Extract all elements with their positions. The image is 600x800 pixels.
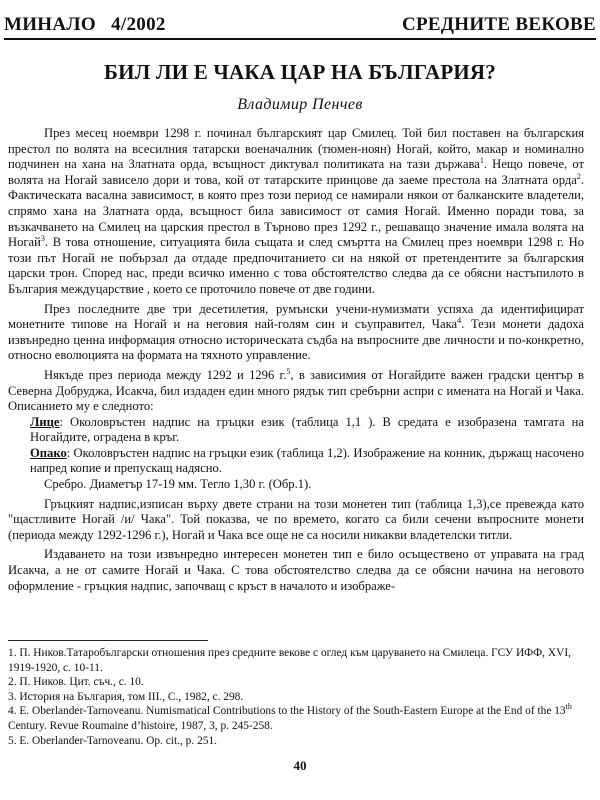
paragraph-4: Гръцкият надпис,изписан върху двете страни на този монетен тип (таблица 1,3),се превежда като "щастливите Ногай /и/ Чака". Той показва, че по времето, когато са били сечени въпросните монети (периода между 1292-1296 г.), Ногай и Чака все още не са носили никакви владетелски титли. xyxy=(8,496,584,542)
obverse-label: Лице xyxy=(30,414,60,429)
article-body xyxy=(8,126,584,594)
text: През последните две три десетилетия, румънски учени-нумизмати успяха да идентифицират монетните типове на Ногай и на неговия най-голям син и съуправител, Чака xyxy=(8,301,584,332)
reverse-label: Опако xyxy=(30,445,67,460)
paragraph-1 xyxy=(8,126,584,298)
footnote-ref-4: 4 xyxy=(457,315,462,325)
text: . Фактическата васална зависимост, в която през този период се намирали някои от балканските владетели, спрямо хана на Златната орда, всъщност била зависимост от самия Ногай. Именно поради това, за възкачването на Смилец на царския престол в Търново през 1292 г., решаващо значение имала волята на Ногай xyxy=(8,172,584,250)
paragraph-3 xyxy=(8,368,584,415)
text: Някъде през периода между 1292 и 1296 г. xyxy=(44,367,287,382)
footnote-3: 3. История на България, том III., С., 1982, с. 298. xyxy=(8,690,244,703)
coin-metal: Сребро. Диаметър 17-19 мм. Тегло 1,30 г. (Обр.1). xyxy=(44,477,312,492)
text: . В това отношение, ситуацията била същата и след смъртта на Смилец през ноември 1298 г. Но този път Ногай не побързал да отдаде предпочитанието си на някой от претендентите за българския царски трон. Според нас, преди всичко именно с това обстоятелство следва да се обясни настъпилото в България междуцарствие , което се проточило повече от две години. xyxy=(8,235,584,296)
text: . Нещо повече, от волята на Ногай зависело дори и това, кой от татарските принцове да заеме престола на Златната орда xyxy=(8,157,584,187)
text: Century. Revue Roumaine d’histoire, 1987, 3, p. 245-258. xyxy=(8,719,273,732)
article-author: Владимир Пенчев xyxy=(237,96,363,113)
article-title: БИЛ ЛИ Е ЧАКА ЦАР НА БЪЛГАРИЯ? xyxy=(103,60,497,84)
footnote-1: 1. П. Ников.Татаробългарски отношения през средните векове с оглед към царуването на Смилеца. ГСУ ИФФ, XVI, 1919-1920, с. 10-11. xyxy=(8,647,571,674)
text: , в зависимия от Ногайдите важен градски център в Северна Добруджа, Исакча, бил издаден един много рядък тип сребърни аспри с имената на Ногай и Чака. Описанието му е следното: xyxy=(8,367,584,414)
footnote-ref-5: 5 xyxy=(286,366,291,376)
text: . Тези монети дадоха извънредно ценна информация относно историческата съдба на въпросните две личности и по-конкретно, относно еволюцията на формата на тяхното управление. xyxy=(8,317,584,363)
footnote-2: 2. П. Ников. Цит. съч., с. 10. xyxy=(8,676,144,689)
text: 4. E. Oberlander-Tarnoveanu. Numismatical Contributions to the History of the South-Eastern Europe at the End of the 13 xyxy=(8,705,566,718)
ordinal-suffix: th xyxy=(565,702,572,712)
footnote-ref-2: 2 xyxy=(576,171,581,181)
paragraph-2 xyxy=(8,302,584,364)
header-section: СРЕДНИТЕ ВЕКОВЕ xyxy=(402,14,596,35)
running-header xyxy=(4,6,596,40)
paragraph-5: Издаването на този извънредно интересен монетен тип е било осъществено от управата на град Исакча, а не от самите Ногай и Чака. С това обстоятелство следва да се обясни начина на неговото оформление - гръцкия надпис, започващ с кръст в началото и изображе- xyxy=(8,547,584,593)
text: : Околовръстен надпис на гръцки език (таблица 1,2). Изображение на конник, държащ насочено напред копие и препускащ надясно. xyxy=(30,445,584,476)
footnote-ref-3: 3 xyxy=(40,233,45,243)
header-journal-issue: МИНАЛО 4/2002 xyxy=(4,14,166,35)
footnote-5: 5. E. Oberlander-Tarnoveanu. Op. cit., p. 251. xyxy=(8,734,218,747)
footnote-4 xyxy=(8,704,586,733)
page-number: 40 xyxy=(293,758,307,773)
footnote-ref-1: 1 xyxy=(479,156,484,165)
text: През месец ноември 1298 г. починал българският цар Смилец. Той бил поставен на българския престол по волята на всесилния татарски военачалник (тюмен-ноян) Ногай, който, макар и номинално подчинен на хана на Златната орда, всъщност диктувал политиката на тази държава xyxy=(8,126,584,172)
footnotes xyxy=(8,646,586,748)
coin-reverse xyxy=(8,446,584,477)
footnote-divider xyxy=(8,640,208,641)
coin-obverse xyxy=(8,415,584,446)
text: : Околовръстен надпис на гръцки език (таблица 1,1 ). В средата е изобразена тамгата на Ногайдите, оградена в кръг. xyxy=(30,414,584,445)
